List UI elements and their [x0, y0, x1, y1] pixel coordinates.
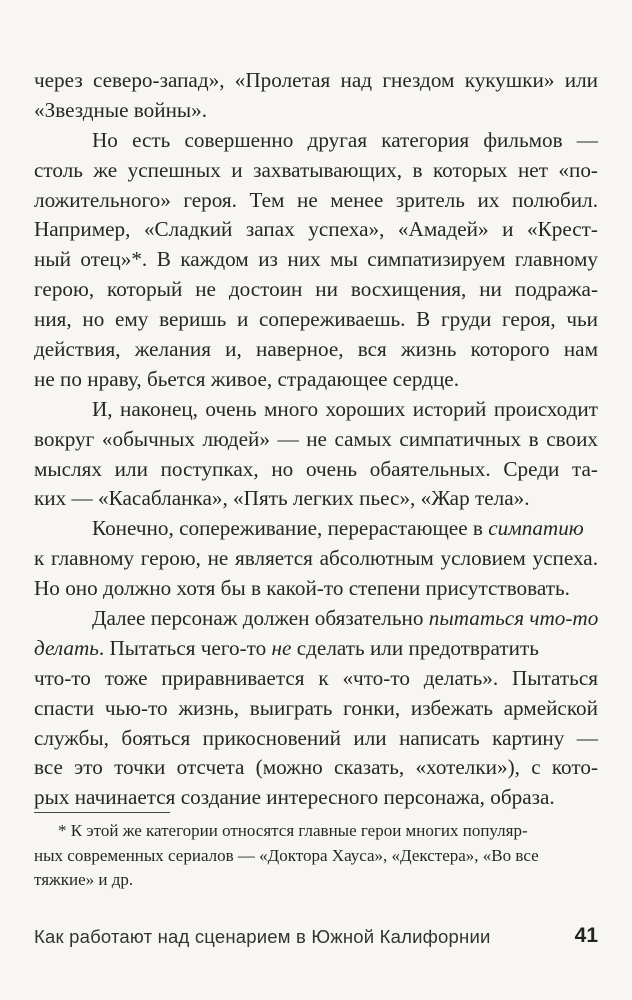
text-line: вокруг «обычных людей» — не самых симпатичных в своих [34, 426, 598, 451]
text-line: все это точки отсчета (можно сказать, «хотелки»), с кото- [34, 755, 598, 780]
footnote [34, 819, 598, 893]
text-line: Но есть совершенно другая категория фильмов — [92, 127, 598, 152]
text-line [34, 604, 598, 634]
text-segment: Конечно, сопереживание, перерастающее в [92, 516, 489, 541]
italic-text: пытаться что-то [428, 606, 599, 631]
text-line: Например, «Сладкий запах успеха», «Амадей» и «Крест- [34, 217, 598, 242]
text-line: ный отец»*. В каждом из них мы симпатизируем главному [34, 247, 598, 272]
text-line: действия, желания и, наверное, вся жизнь которого нам [34, 337, 598, 362]
running-head: Как работают над сценарием в Южной Калифорнии [34, 926, 491, 947]
text-line: спасти чью-то жизнь, выиграть гонки, избежать армейской [34, 695, 598, 720]
text-line: через северо-запад», «Пролетая над гнездом кукушки» или [34, 68, 598, 92]
text-line: столь же успешных и захватывающих, в которых нет «по- [34, 157, 598, 182]
footnote-divider [34, 812, 170, 813]
text-segment: . Пытаться чего-то [98, 635, 272, 660]
text-line: мыслях или поступках, но очень обаятельных. Среди та- [34, 456, 598, 481]
text-line: не по нраву, бьется живое, страдающее сердце. [34, 366, 460, 391]
text-line: ния, но ему веришь и сопереживаешь. В груди героя, чьи [34, 307, 598, 332]
page-footer [34, 926, 598, 956]
text-line: И, наконец, очень много хороших историй происходит [92, 396, 598, 421]
text-line: герою, который не достоин ни восхищения, ни подража- [34, 277, 598, 302]
text-segment: сделать или предотвратить [291, 635, 539, 660]
text-line [34, 514, 598, 544]
text-line: что-то тоже приравнивается к «что-то делать». Пытаться [34, 665, 598, 690]
text-line: рых начинается создание интересного персонажа, образа. [34, 785, 555, 810]
page-number: 41 [574, 924, 598, 947]
footnote-line: * К этой же категории относятся главные герои многих популяр- [58, 821, 528, 840]
text-line: ложительного» героя. Тем не менее зритель их полюбил. [34, 187, 598, 212]
text-line: Но оно должно хотя бы в какой-то степени присутствовать. [34, 576, 570, 601]
footnote-line: ных современных сериалов — «Доктора Хауса», «Декстера», «Во все [34, 845, 539, 865]
footnote-line: тяжкие» и др. [34, 870, 134, 889]
italic-text: не [271, 635, 292, 660]
text-line: ких — «Касабланка», «Пять легких пьес», «Жар тела». [34, 486, 530, 511]
text-segment: Далее персонаж должен обязательно [92, 606, 429, 631]
italic-text: симпатию [488, 516, 584, 541]
text-line: «Звездные войны». [34, 97, 208, 122]
italic-text: делать [34, 635, 99, 660]
text-line: службы, бояться прикосновений или написать картину — [34, 725, 598, 750]
main-text [34, 66, 598, 813]
text-line [34, 634, 598, 664]
text-line: к главному герою, не является абсолютным условием успеха. [34, 546, 598, 571]
